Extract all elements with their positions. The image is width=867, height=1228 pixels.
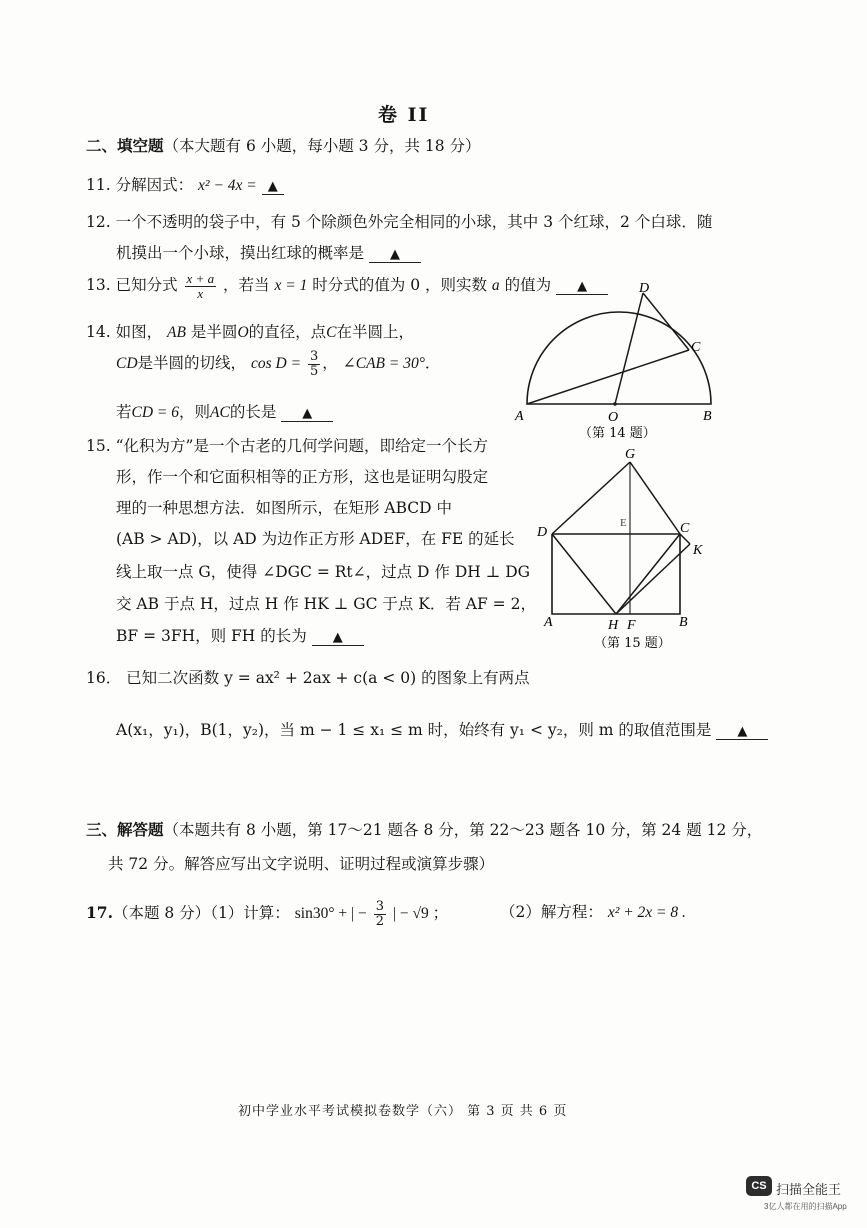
question-text: ，若当 xyxy=(223,276,270,295)
question-12 xyxy=(86,210,712,232)
question-text: ． xyxy=(424,354,441,373)
fraction-numerator: 3 xyxy=(375,899,384,914)
label-D: D xyxy=(537,525,548,540)
label-B: B xyxy=(703,409,712,424)
segment-GC xyxy=(630,462,680,534)
question-text: 是半圆的切线， xyxy=(137,354,247,373)
question-text: 已知分式 xyxy=(115,276,178,295)
question-text: 分解因式： xyxy=(115,176,194,194)
section3-desc-line2: 共 72 分。解答应写出文字说明、证明过程或演算步骤） xyxy=(108,855,495,873)
answer-blank: ▲ xyxy=(716,725,768,740)
question-score: （本题 8 分） xyxy=(112,904,211,923)
question-15 xyxy=(86,434,488,456)
question-part-1: （1）计算： xyxy=(210,904,290,923)
question-text: A(x₁，y₁)，B(1，y₂)，当 m − 1 ≤ x₁ ≤ m 时，始终有 y₁ < y₂，则 m 的取值范围是 xyxy=(116,721,712,739)
label-A: A xyxy=(515,409,524,424)
segment-HC xyxy=(616,534,680,614)
fraction-denominator: x xyxy=(197,285,204,301)
math-expression: x = 1 xyxy=(274,277,308,295)
math-expression: cos D = xyxy=(251,355,302,373)
question-text: “化积为方”是一个古老的几何学问题，即给定一个长方 xyxy=(115,437,488,455)
question-11 xyxy=(86,173,284,195)
label-B: B xyxy=(679,615,688,630)
label-O: O xyxy=(608,410,619,425)
page-title: 卷 II xyxy=(378,104,430,126)
question-text: 的直径，点 xyxy=(248,323,327,341)
question-text: 机摸出一个小球，摸出红球的概率是 xyxy=(116,244,365,262)
math-expression: CD = 6 xyxy=(131,404,180,421)
question-17 xyxy=(86,900,448,928)
math-expression: ∠CAB = 30° xyxy=(342,355,425,373)
camscanner-name: 扫描全能王 xyxy=(776,1182,842,1197)
math-variable: CD xyxy=(116,355,138,373)
camscanner-tagline: 3亿人都在用的扫描App xyxy=(764,1202,847,1211)
math-variable: AC xyxy=(210,404,230,421)
question-15-line2: 形，作一个和它面积相等的正方形，这也是证明勾股定 xyxy=(116,468,489,486)
fraction-denominator: 5 xyxy=(310,363,319,379)
segment-HK xyxy=(616,544,690,614)
question-number: 11. xyxy=(86,176,111,194)
section2-header xyxy=(86,134,481,156)
answer-blank: ▲ xyxy=(369,248,421,263)
question-16-line2 xyxy=(116,718,768,740)
label-K: K xyxy=(693,543,703,558)
question-text: ，则 xyxy=(179,403,211,421)
question-15-line4: (AB > AD)，以 AD 为边作正方形 ADEF，在 FE 的延长 xyxy=(116,530,515,548)
question-text: 是半圆 xyxy=(190,323,238,341)
question-text: 的值为 xyxy=(504,276,552,295)
math-variable: O xyxy=(237,324,249,341)
fraction-numerator: x + a xyxy=(186,271,215,286)
math-expression: x² + 2x = 8 . xyxy=(607,904,686,921)
fraction xyxy=(185,272,217,300)
question-text: 如图， xyxy=(115,323,163,341)
label-G: G xyxy=(625,447,636,462)
answer-blank: ▲ xyxy=(556,280,608,295)
question-16 xyxy=(86,666,530,688)
question-15-line6: 交 AB 于点 H，过点 H 作 HK ⊥ GC 于点 K．若 AF = 2， xyxy=(116,595,536,613)
answer-blank: ▲ xyxy=(262,180,284,195)
math-expression: | − √9 ； xyxy=(392,905,449,923)
math-variable: C xyxy=(326,324,337,341)
fraction xyxy=(308,350,320,378)
question-text: ， xyxy=(322,354,338,373)
question-14 xyxy=(86,320,414,342)
question-number: 14. xyxy=(86,323,111,341)
center-point xyxy=(613,402,617,406)
label-E: E xyxy=(620,517,627,529)
answer-blank: ▲ xyxy=(312,631,364,646)
segment-DH xyxy=(552,534,616,614)
label-C: C xyxy=(680,521,690,536)
answer-blank: ▲ xyxy=(281,407,333,422)
question-part-2: （2）解方程： xyxy=(500,903,603,921)
question-text: BF = 3FH，则 FH 的长为 xyxy=(116,627,307,645)
segment-AC xyxy=(527,350,689,404)
question-15-line5: 线上取一点 G，使得 ∠DGC = Rt∠，过点 D 作 DH ⊥ DG xyxy=(116,563,531,581)
question-15-line3: 理的一种思想方法．如图所示，在矩形 ABCD 中 xyxy=(116,499,453,517)
page-footer: 初中学业水平考试模拟卷数学（六） 第 3 页 共 6 页 xyxy=(238,1104,568,1119)
label-D: D xyxy=(639,281,650,296)
math-variable: a xyxy=(491,277,500,295)
figure-14 xyxy=(505,275,730,445)
section2-label: 二、填空题 xyxy=(86,136,164,155)
label-C: C xyxy=(691,340,701,355)
fraction-numerator: 3 xyxy=(310,349,319,364)
question-text: 一个不透明的袋子中，有 5 个除颜色外完全相同的小球，其中 3 个红球，2 个白球．随 xyxy=(115,213,713,231)
math-variable: AB xyxy=(167,324,186,341)
question-12-line2 xyxy=(116,241,421,263)
math-expression: x² − 4x = xyxy=(198,177,257,194)
question-number: 16． xyxy=(86,669,122,687)
question-14-line3 xyxy=(116,400,333,422)
figure-15 xyxy=(530,440,715,655)
label-A: A xyxy=(544,615,553,630)
label-H: H xyxy=(608,618,619,633)
tangent-CD xyxy=(643,293,689,350)
question-number: 13. xyxy=(86,276,111,295)
section2-desc: （本大题有 6 小题，每小题 3 分，共 18 分） xyxy=(163,137,481,155)
section3-desc: （本题共有 8 小题，第 17～21 题各 8 分，第 22～23 题各 10 分，第 24 题 12 分， xyxy=(163,821,763,839)
fraction-denominator: 2 xyxy=(375,913,384,929)
question-text: 的长是 xyxy=(229,403,277,421)
segment-DO xyxy=(615,293,643,404)
figure-caption: （第 15 题） xyxy=(594,636,671,651)
section3-label: 三、解答题 xyxy=(86,820,164,839)
fraction xyxy=(374,900,386,928)
question-number: 15. xyxy=(86,437,111,455)
section3-header xyxy=(86,818,762,840)
question-17-part2 xyxy=(500,900,686,922)
question-14-line2 xyxy=(116,350,440,378)
question-text: 时分式的值为 0 ，则实数 xyxy=(312,276,487,295)
camscanner-logo: CS xyxy=(746,1176,772,1196)
figure-caption: （第 14 题） xyxy=(579,426,656,441)
question-15-line7 xyxy=(116,624,364,646)
label-F: F xyxy=(627,618,636,633)
question-number: 12. xyxy=(86,213,111,231)
math-expression: sin30° + | − xyxy=(294,905,367,923)
question-number: 17. xyxy=(86,903,113,923)
question-text: 若 xyxy=(116,403,132,421)
segment-DG xyxy=(552,462,630,534)
rectangle-ABCD xyxy=(552,534,680,614)
question-text: 已知二次函数 y = ax² + 2ax + c(a < 0) 的图象上有两点 xyxy=(126,669,530,687)
question-text: 在半圆上， xyxy=(336,323,415,341)
